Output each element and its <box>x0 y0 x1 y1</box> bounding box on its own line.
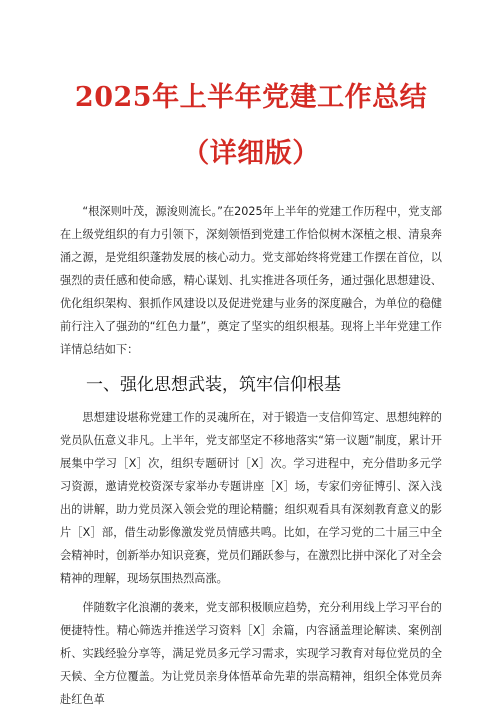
body-paragraph: 伴随数字化浪潮的袭来，党支部积极顺应趋势，充分利用线上学习平台的便捷特性。精心筛选并推送学习资料［X］余篇，内容涵盖理论解读、案例剖析、实践经验分享等，满足党员多元学习需求，实现学习教育对每位党员的全天候、全方位覆盖。为让党员亲身体悟革命先辈的崇高精神，组织全体党员奔赴红色革 <box>60 601 442 706</box>
intro-paragraph: “根深则叶茂，源浚则流长。”在2025年上半年的党建工作历程中，党支部在上级党组织的有力引领下，深刻领悟到党建工作恰似树木深植之根、清泉奔涌之源，是党组织蓬勃发展的核心动力。党支部始终将党建工作摆在首位，以强烈的责任感和使命感，精心谋划、扎实推进各项任务，通过强化思想建设、优化组织架构、狠抓作风建设以及促进党建与业务的深度融合，为单位的稳健前行注入了强劲的“红色力量”，奠定了坚实的组织根基。现将上半年党建工作详情总结如下： <box>60 205 442 356</box>
body-paragraph: 思想建设堪称党建工作的灵魂所在，对于锻造一支信仰笃定、思想纯粹的党员队伍意义非凡。上半年，党支部坚定不移地落实“第一议题”制度，累计开展集中学习［X］次，组织专题研讨［X］次。学习进程中，充分借助多元学习资源，邀请党校资深专家举办专题讲座［X］场，专家们旁征博引、深入浅出的讲解，助力党员深入领会党的理论精髓；组织观看具有深刻教育意义的影片［X］部，借生动影像激发党员情感共鸣。比如，在学习党的二十届三中全会精神时，创新举办知识竞赛，党员们踊跃参与，在激烈比拼中深化了对全会精神的理解，现场氛围热烈高涨。 <box>60 411 443 585</box>
section-heading: 一、强化思想武装，筑牢信仰根基 <box>86 375 341 395</box>
document-title: 2025年上半年党建工作总结（详细版） <box>74 82 428 169</box>
